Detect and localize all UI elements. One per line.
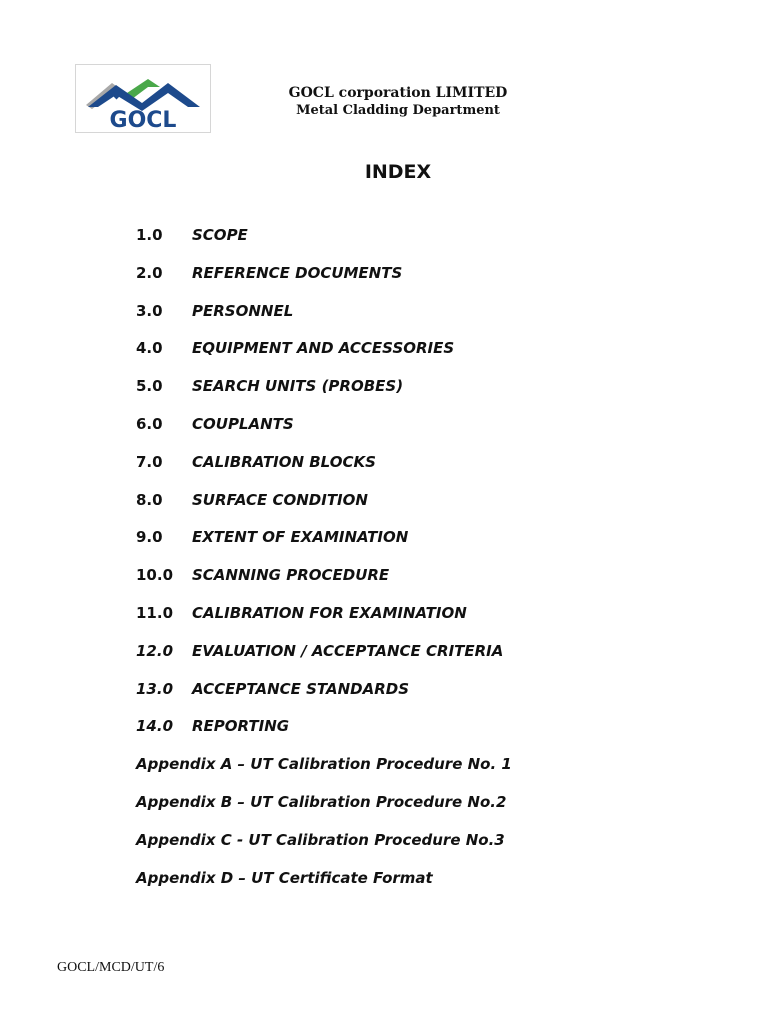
section-title: SCOPE (192, 226, 248, 244)
section-number: 2.0 (136, 263, 163, 282)
appendix-entry: Appendix D – UT Certificate Format (136, 868, 433, 887)
toc-entry (136, 453, 512, 491)
section-number: 3.0 (136, 301, 163, 320)
section-number: 12.0 (136, 641, 174, 660)
appendix-entry: Appendix C - UT Calibration Procedure No.3 (136, 830, 505, 849)
company-name: GOCL corporation LIMITED (288, 85, 508, 101)
section-title: COUPLANTS (192, 414, 294, 433)
appendix-entry: Appendix A – UT Calibration Procedure No. 1 (136, 755, 512, 774)
section-number: 11.0 (136, 603, 174, 622)
section-title: SCANNING PROCEDURE (192, 566, 390, 585)
document-header (260, 84, 536, 120)
toc-entry (136, 604, 512, 642)
section-title: CALIBRATION BLOCKS (192, 452, 376, 471)
company-logo (75, 64, 211, 133)
logo-text: GOCL (109, 108, 177, 132)
toc-entry (136, 566, 512, 604)
section-number: 8.0 (136, 490, 163, 509)
table-of-contents (136, 226, 512, 906)
section-title: EXTENT OF EXAMINATION (192, 528, 409, 547)
toc-entry (136, 680, 512, 718)
section-number: 13.0 (136, 679, 174, 698)
toc-entry (136, 717, 512, 755)
department-name: Metal Cladding Department (296, 103, 500, 118)
section-title: EQUIPMENT AND ACCESSORIES (192, 339, 455, 358)
gocl-logo-mark (76, 65, 210, 132)
section-number: 7.0 (136, 452, 163, 471)
section-number: 5.0 (136, 377, 163, 396)
section-number: 10.0 (136, 566, 174, 585)
toc-entry (136, 415, 512, 453)
toc-entry (136, 642, 512, 680)
section-title: REPORTING (192, 717, 290, 736)
toc-entry (136, 377, 512, 415)
appendix-entry: Appendix B – UT Calibration Procedure No.2 (136, 792, 507, 811)
section-title: CALIBRATION FOR EXAMINATION (192, 603, 467, 622)
section-title: SURFACE CONDITION (192, 490, 368, 509)
section-title: PERSONNEL (192, 301, 294, 320)
section-title: SEARCH UNITS (PROBES) (192, 377, 404, 396)
document-reference: GOCL/MCD/UT/6 (57, 960, 165, 975)
index-title: INDEX (364, 161, 432, 183)
section-number: 9.0 (136, 528, 163, 547)
toc-entry (136, 302, 512, 340)
section-number: 6.0 (136, 414, 163, 433)
toc-entry (136, 264, 512, 302)
toc-entry (136, 528, 512, 566)
toc-entry (136, 226, 512, 264)
section-title: ACCEPTANCE STANDARDS (192, 679, 410, 698)
toc-entry (136, 339, 512, 377)
section-number: 4.0 (136, 339, 163, 358)
section-title: EVALUATION / ACCEPTANCE CRITERIA (192, 641, 504, 660)
section-title: REFERENCE DOCUMENTS (192, 263, 403, 282)
section-number: 1.0 (136, 226, 163, 244)
toc-entry (136, 491, 512, 529)
section-number: 14.0 (136, 717, 174, 736)
